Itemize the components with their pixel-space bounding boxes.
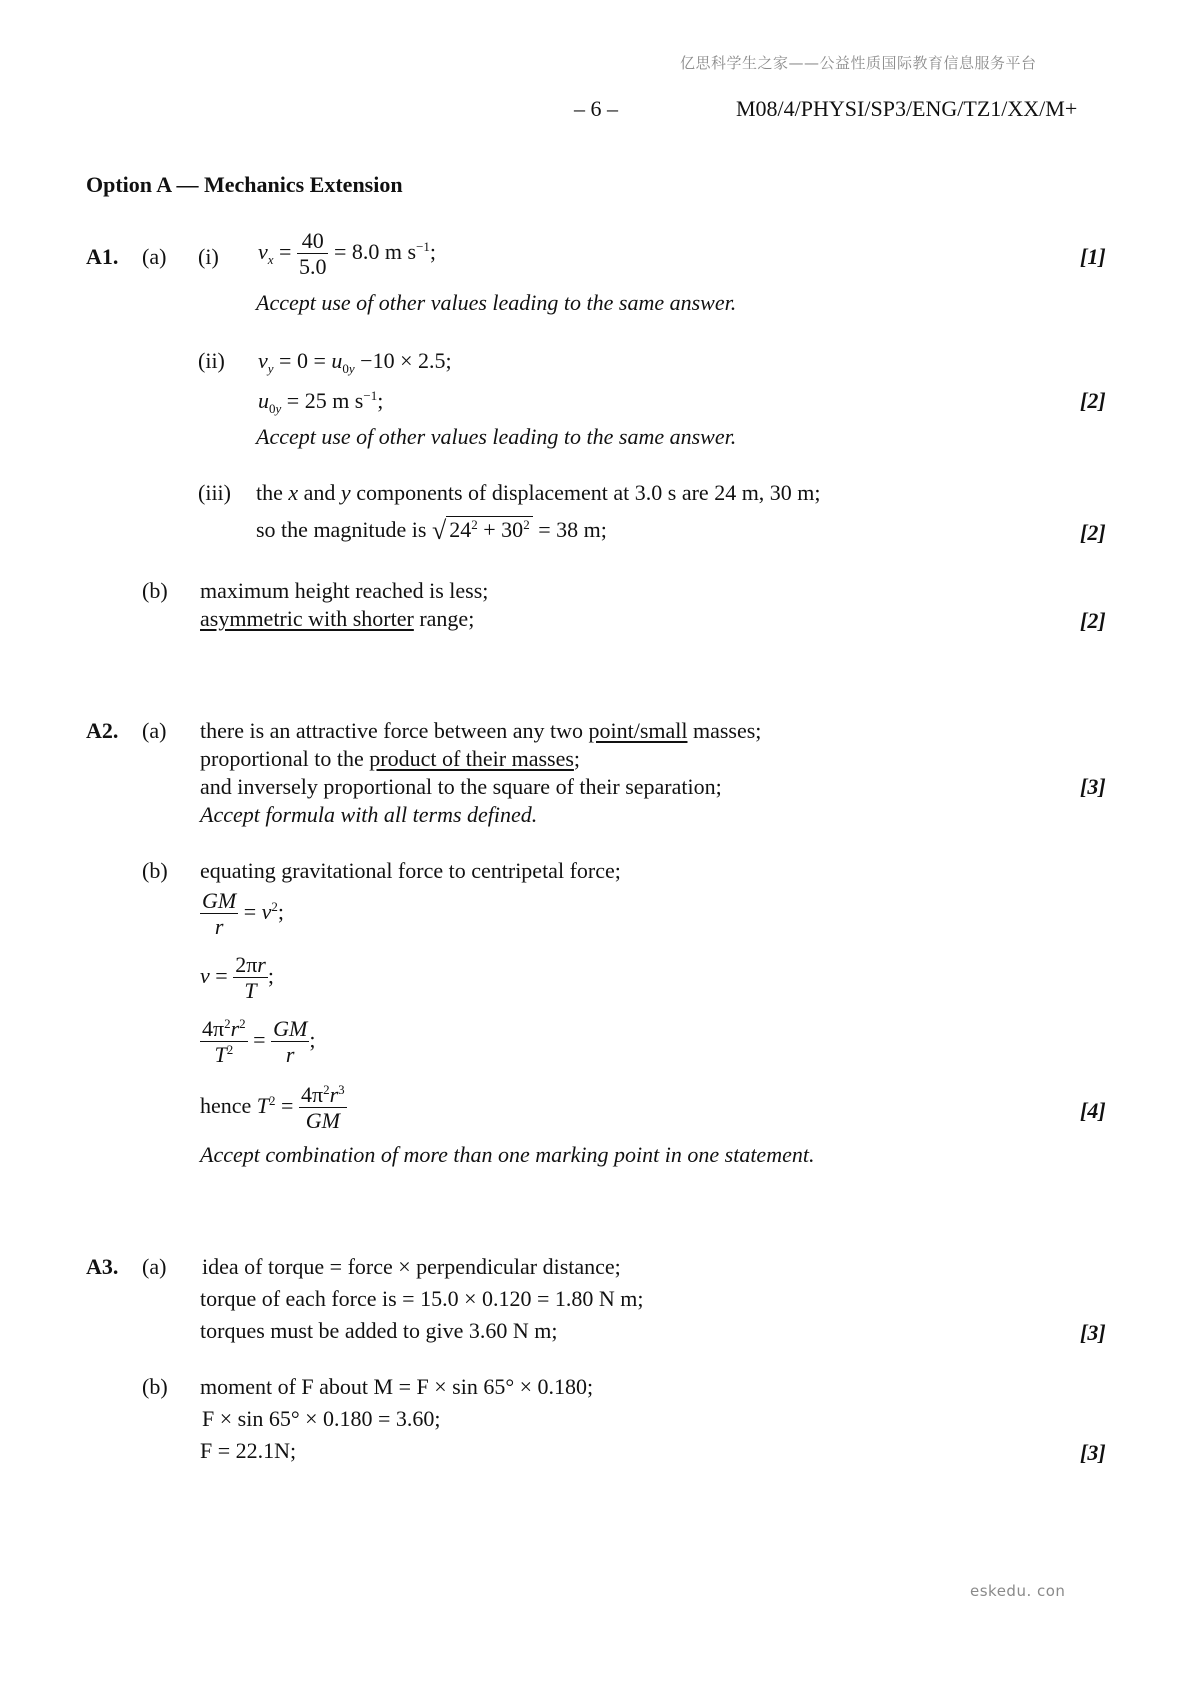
- text-a3a-line2: torque of each force is = 15.0 × 0.120 = 1.80 N m;: [200, 1286, 644, 1311]
- document-code: M08/4/PHYSI/SP3/ENG/TZ1/XX/M+: [736, 96, 1078, 121]
- subpart-label-a1ai: (i): [198, 244, 219, 269]
- mark-a3b: [3]: [1080, 1440, 1106, 1465]
- fraction-vx: [297, 228, 329, 280]
- mark-a1b: [2]: [1080, 608, 1106, 633]
- mark-a1ai: [1]: [1080, 244, 1106, 269]
- formula-result: = 8.0 m s: [333, 238, 417, 264]
- page-number: – 6 –: [574, 96, 618, 121]
- text-a3b-line2: F × sin 65° × 0.180 = 3.60;: [202, 1406, 441, 1431]
- part-label-a3a: (a): [142, 1254, 167, 1279]
- note-a2b: Accept combination of more than one marking point in one statement.: [200, 1142, 815, 1167]
- text-a3a-line3: torques must be added to give 3.60 N m;: [200, 1318, 558, 1343]
- watermark-bottom: eskedu. con: [970, 1582, 1066, 1600]
- text-a3b-line3: F = 22.1N;: [200, 1438, 297, 1463]
- text-a1b-line1: maximum height reached is less;: [200, 578, 489, 603]
- text-a2a-line2: proportional to the product of their masses;: [200, 746, 581, 771]
- fraction-numerator: 40: [297, 228, 329, 254]
- text-a1aiii-line2: so the magnitude is √ $24^2 + 30^2 = 38$ m;: [256, 516, 607, 545]
- formula-a1aii-line1: $v_y = 0 = u_{0y} -10 \times 2.5$;: [258, 348, 452, 376]
- question-number-a2: A2.: [86, 718, 119, 743]
- text-a3a-line1: idea of torque = force × perpendicular distance;: [202, 1254, 621, 1279]
- question-number-a1: A1.: [86, 244, 119, 269]
- note-a1aii: Accept use of other values leading to the same answer.: [256, 424, 737, 449]
- fraction-denominator: 5.0: [298, 254, 327, 280]
- formula-a1aii-line2: $u_{0y} = 25$ m $s^{-1}$;: [258, 388, 384, 416]
- mark-a1aii: [2]: [1080, 388, 1106, 413]
- formula-4pi2r2-over-t2: $\frac{4\pi^2r^2}{T^2}$ = $\frac{GM}{r}$ ;: [202, 1016, 316, 1068]
- text-a2b-line1: equating gravitational force to centripetal force;: [200, 858, 621, 883]
- part-label-a1b: (b): [142, 578, 168, 603]
- formula-v-2pir-over-t: v = $\frac{2\pi r}{T}$ ;: [200, 952, 274, 1004]
- text-a2a-line1: there is an attractive force between any two point/small masses;: [200, 718, 762, 743]
- formula-a1ai: $v_x$ = $\frac{40}{5.0}$ = 8.0 m $s^{-1}$;: [258, 228, 437, 280]
- note-a2a: Accept formula with all terms defined.: [200, 802, 538, 827]
- note-a1ai: Accept use of other values leading to the same answer.: [256, 290, 737, 315]
- part-label-a3b: (b): [142, 1374, 168, 1399]
- text-a1aiii-line1: the x and y components of displacement at 3.0 s are 24 m, 30 m;: [256, 480, 821, 505]
- subpart-label-a1aiii: (iii): [198, 480, 231, 505]
- text-a2a-line3: and inversely proportional to the square of their separation;: [200, 774, 722, 799]
- part-label-a2a: (a): [142, 718, 167, 743]
- formula-gm-over-r: $\frac{GM}{r}$ = $v^2$;: [202, 888, 285, 940]
- text-a1b-line2: asymmetric with shorter range;: [200, 606, 475, 631]
- formula-hence-t2: hence $T^2$ = $\frac{4\pi^2r^3}{GM}$: [200, 1082, 345, 1134]
- part-label-a2b: (b): [142, 858, 168, 883]
- mark-a1aiii: [2]: [1080, 520, 1106, 545]
- part-label-a1a: (a): [142, 244, 167, 269]
- mark-a2a: [3]: [1080, 774, 1106, 799]
- section-title: Option A — Mechanics Extension: [86, 172, 403, 197]
- question-number-a3: A3.: [86, 1254, 119, 1279]
- watermark-top: 亿思科学生之家——公益性质国际教育信息服务平台: [680, 54, 1037, 72]
- mark-a3a: [3]: [1080, 1320, 1106, 1345]
- sqrt-expression: $24^2 + 30^2$: [446, 516, 532, 541]
- subpart-label-a1aii: (ii): [198, 348, 225, 373]
- text-a3b-line1: moment of F about M = F × sin 65° × 0.180;: [200, 1374, 594, 1399]
- mark-a2b: [4]: [1080, 1098, 1106, 1123]
